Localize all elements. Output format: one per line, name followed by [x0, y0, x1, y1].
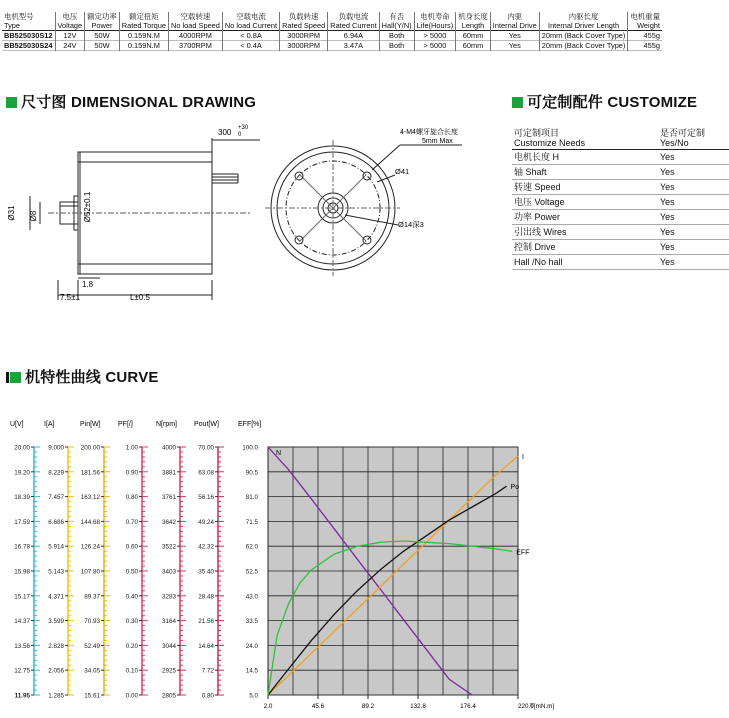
customize-row: [512, 255, 729, 270]
curve-section-title: 机特性曲线 CURVE: [6, 366, 159, 387]
drawing-section-title: 尺寸图 DIMENSIONAL DRAWING: [6, 91, 256, 112]
spec-cell: 0.159N.M: [119, 31, 168, 41]
tick-label: 0.60: [125, 543, 138, 551]
spec-cell: BB525030S24: [2, 41, 55, 51]
tick-label: 7.457: [48, 494, 64, 502]
tick-label: 1.285: [48, 692, 64, 700]
tick-label: 107.80: [80, 568, 100, 576]
tick-label: 24.0: [245, 642, 258, 650]
tick-label: 3761: [161, 494, 176, 502]
spec-cell: 20mm (Back Cover Type): [539, 41, 628, 51]
tick-label: 16.78: [14, 543, 30, 551]
customize-yesno: Yes: [658, 180, 729, 195]
spec-cell: Both: [379, 41, 414, 51]
spec-cell: 0.159N.M: [119, 41, 168, 51]
spec-col-header: 内驱长度 Internal Driver Length: [539, 12, 628, 31]
tick-label: 3403: [161, 568, 176, 576]
spec-cell: BB525030S12: [2, 31, 55, 41]
axis-label: U[V]: [10, 421, 24, 428]
tick-label: 0.70: [125, 518, 138, 526]
tick-label: 13.56: [14, 642, 30, 650]
tick-label: 14.37: [14, 618, 30, 626]
customize-row: [512, 225, 729, 240]
x-tick-label: 176.4: [460, 703, 476, 710]
green-square-icon: [10, 372, 21, 383]
customize-item: 控制 Drive: [512, 240, 658, 255]
tick-label: 3.599: [48, 618, 64, 626]
x-tick-label: 132.8: [410, 703, 426, 710]
spec-cell: Yes: [490, 31, 539, 41]
x-tick-label: 89.2: [361, 703, 375, 710]
tick-label: 35.40: [198, 568, 214, 576]
customize-row: [512, 195, 729, 210]
spec-col-header: 空载转速 No load Speed: [169, 12, 223, 31]
front-dim-d41: Ø41: [395, 167, 410, 176]
dimensional-drawing: [0, 110, 500, 315]
tick-label: 0.50: [125, 568, 138, 576]
axis-label: I[A]: [44, 421, 55, 428]
spec-col-header: 额定功率 Power: [85, 12, 120, 31]
tick-label: 62.0: [245, 543, 258, 551]
customize-table: [512, 127, 729, 270]
tick-label: 1.00: [125, 444, 138, 452]
tick-label: 5.0: [249, 692, 258, 700]
spec-cell: > 5000: [414, 41, 456, 51]
spec-cell: > 5000: [414, 31, 456, 41]
spec-cell: 6.94A: [328, 31, 379, 41]
spec-col-header: 负载转速 Rated Speed: [280, 12, 328, 31]
tick-label: 15.98: [14, 568, 30, 576]
customize-row: [512, 210, 729, 225]
tick-label: 56.16: [198, 494, 214, 502]
dim-top: 300: [218, 128, 232, 137]
performance-curve-chart: [0, 405, 729, 718]
x-tick-label: 220.0: [518, 703, 534, 710]
customize-item: 引出线 Wires: [512, 225, 658, 240]
spec-cell: 455g: [643, 41, 660, 50]
tick-label: 0.30: [125, 618, 138, 626]
dim-len3: L±0.5: [130, 293, 150, 302]
customize-yesno: Yes: [658, 210, 729, 225]
spec-cell: 50W: [85, 41, 120, 51]
spec-col-header: 机身长度 Length: [456, 12, 491, 31]
tick-label: 2805: [161, 692, 176, 700]
tick-label: 14.64: [198, 642, 214, 650]
tick-label: 21.56: [198, 618, 214, 626]
customize-row: [512, 165, 729, 180]
spec-col-header: 电压 Voltage: [55, 12, 85, 31]
spec-cell: 4000RPM: [169, 31, 223, 41]
spec-cell: 60mm: [456, 31, 491, 41]
tick-label: 2925: [161, 667, 176, 675]
tick-label: 43.0: [245, 593, 258, 601]
customize-item: 电机长度 H: [512, 150, 658, 165]
spec-cell: Yes: [490, 41, 539, 51]
tick-label: 8.229: [48, 469, 64, 477]
customize-row: [512, 180, 729, 195]
dim-len2: 7.5±1: [60, 293, 80, 302]
customize-item: 电压 Voltage: [512, 195, 658, 210]
spec-row: [2, 31, 662, 41]
tick-label: 7.72: [201, 667, 214, 675]
tick-label: 144.68: [80, 518, 100, 526]
tick-label: 6.686: [48, 518, 64, 526]
tick-label: 71.5: [245, 518, 258, 526]
tick-label: 4000: [161, 444, 176, 452]
tick-label: 0.40: [125, 593, 138, 601]
tick-label: 81.0: [245, 494, 258, 502]
spec-cell: 3.47A: [328, 41, 379, 51]
customize-header-yesno: 是否可定制 Yes/No: [658, 127, 729, 150]
tick-label: 3881: [161, 469, 176, 477]
spec-col-header: 有否 Hall(Y/N): [379, 12, 414, 31]
spec-col-header: 负载电流 Rated Current: [328, 12, 379, 31]
customize-yesno: Yes: [658, 225, 729, 240]
tick-label: 15.17: [14, 593, 30, 601]
customize-section-title: 可定制配件 CUSTOMIZE: [512, 91, 697, 112]
spec-col-header: 内驱 Internal Drive: [490, 12, 539, 31]
customize-item: 轴 Shaft: [512, 165, 658, 180]
front-note-depth: 5mm Max: [422, 138, 453, 145]
series-label: I: [522, 454, 524, 462]
tick-label: 42.32: [198, 543, 214, 551]
customize-yesno: Yes: [658, 150, 729, 165]
spec-cell: 60mm: [456, 41, 491, 51]
tick-label: 3642: [161, 518, 176, 526]
tick-label: 14.5: [245, 667, 258, 675]
tick-label: 3164: [161, 618, 176, 626]
x-axis-label: T[mN.m]: [530, 703, 555, 710]
tick-label: 49.24: [198, 518, 214, 526]
tick-label: 0.80: [125, 494, 138, 502]
tick-label: 100.0: [242, 444, 258, 452]
axis-label: Pin[W]: [80, 421, 101, 428]
dim-top-tol: +30: [238, 125, 249, 131]
tick-label: 2.056: [48, 667, 64, 675]
tick-label: 0.20: [125, 642, 138, 650]
tick-label: 19.20: [14, 469, 30, 477]
spec-cell: 24V: [55, 41, 85, 51]
tick-label: 70.00: [198, 444, 214, 452]
spec-col-header: 额定扭矩 Rated Torque: [119, 12, 168, 31]
tick-label: 0.10: [125, 667, 138, 675]
tick-label: 15.61: [84, 692, 100, 700]
axis-label: N[rpm]: [156, 421, 177, 428]
green-square-icon: [6, 97, 17, 108]
customize-header-needs: 可定制项目 Customize Needs: [512, 127, 658, 150]
spec-col-header: 电机型号 Type: [2, 12, 55, 31]
customize-row: [512, 240, 729, 255]
spec-table: [2, 12, 662, 51]
tick-label: 12.75: [14, 667, 30, 675]
tick-label: 2.828: [48, 642, 64, 650]
dim-body-diameter: Ø52±0.1: [83, 191, 92, 223]
tick-label: 34.05: [84, 667, 100, 675]
tick-label: 5.143: [48, 568, 64, 576]
tick-label: 28.48: [198, 593, 214, 601]
dim-top-tol2: 0: [238, 132, 242, 138]
tick-label: 0.80: [201, 692, 214, 700]
spec-cell: Both: [379, 31, 414, 41]
spec-cell: < 0.4A: [222, 41, 279, 51]
customize-item: 功率 Power: [512, 210, 658, 225]
dim-shaft-d2: Ø8: [29, 210, 38, 222]
spec-cell: 3000RPM: [280, 31, 328, 41]
tick-label: 126.24: [80, 543, 100, 551]
tick-label: 3283: [161, 593, 176, 601]
tick-label: 20.00: [14, 444, 30, 452]
spec-cell: 3700RPM: [169, 41, 223, 51]
series-label: Po: [510, 484, 520, 492]
tick-label: 11.95: [14, 692, 30, 700]
spec-cell: 50W: [85, 31, 120, 41]
tick-label: 17.59: [14, 518, 30, 526]
tick-label: 52.49: [84, 642, 100, 650]
series-label: N: [276, 450, 282, 457]
tick-label: 0.00: [125, 692, 138, 700]
front-note-thread: 4-M4螺牙旋合长度: [400, 129, 458, 136]
dim-len1: 1.8: [82, 280, 94, 289]
tick-label: 163.12: [80, 494, 100, 502]
tick-label: 33.5: [245, 618, 258, 626]
green-square-icon: [512, 97, 523, 108]
spec-col-header: 电机重量 Weight: [628, 12, 662, 31]
customize-yesno: Yes: [658, 240, 729, 255]
x-tick-label: 2.0: [263, 703, 273, 710]
customize-yesno: Yes: [658, 255, 729, 270]
tick-label: 63.08: [198, 469, 214, 477]
customize-item: Hall /No hall: [512, 255, 658, 270]
spec-cell: 20mm (Back Cover Type): [539, 31, 628, 41]
spec-col-header: 空载电流 No load Current: [222, 12, 279, 31]
tick-label: 181.56: [80, 469, 100, 477]
tick-label: 5.914: [48, 543, 64, 551]
axis-label: Pout[W]: [194, 421, 219, 428]
tick-label: 70.93: [84, 618, 100, 626]
customize-item: 转速 Speed: [512, 180, 658, 195]
tick-label: 0.90: [125, 469, 138, 477]
bar-icon: [6, 372, 9, 383]
spec-row: [2, 41, 662, 51]
front-dim-d14: Ø14深3: [398, 220, 424, 229]
axis-label: EFF[%]: [238, 421, 262, 428]
tick-label: 3522: [161, 543, 176, 551]
tick-label: 4.371: [48, 593, 64, 601]
customize-yesno: Yes: [658, 165, 729, 180]
customize-yesno: Yes: [658, 195, 729, 210]
customize-row: [512, 150, 729, 165]
tick-label: 3044: [161, 642, 176, 650]
spec-cell: 3000RPM: [280, 41, 328, 51]
x-tick-label: 45.6: [311, 703, 325, 710]
spec-cell: < 0.8A: [222, 31, 279, 41]
dim-shaft-diameter: Ø31: [7, 205, 16, 221]
motor-front-view: [265, 140, 462, 276]
tick-label: 200.00: [80, 444, 100, 452]
tick-label: 52.5: [245, 568, 258, 576]
spec-cell: 12V: [55, 31, 85, 41]
spec-cell: 455g: [643, 31, 660, 40]
spec-col-header: 电机寿命 Life(Hours): [414, 12, 456, 31]
axis-label: PF[/]: [118, 421, 133, 428]
series-label: EFF: [516, 549, 530, 557]
tick-label: 9.000: [48, 444, 64, 452]
tick-label: 90.5: [245, 469, 258, 477]
tick-label: 89.37: [84, 593, 100, 601]
tick-label: 18.39: [14, 494, 30, 502]
